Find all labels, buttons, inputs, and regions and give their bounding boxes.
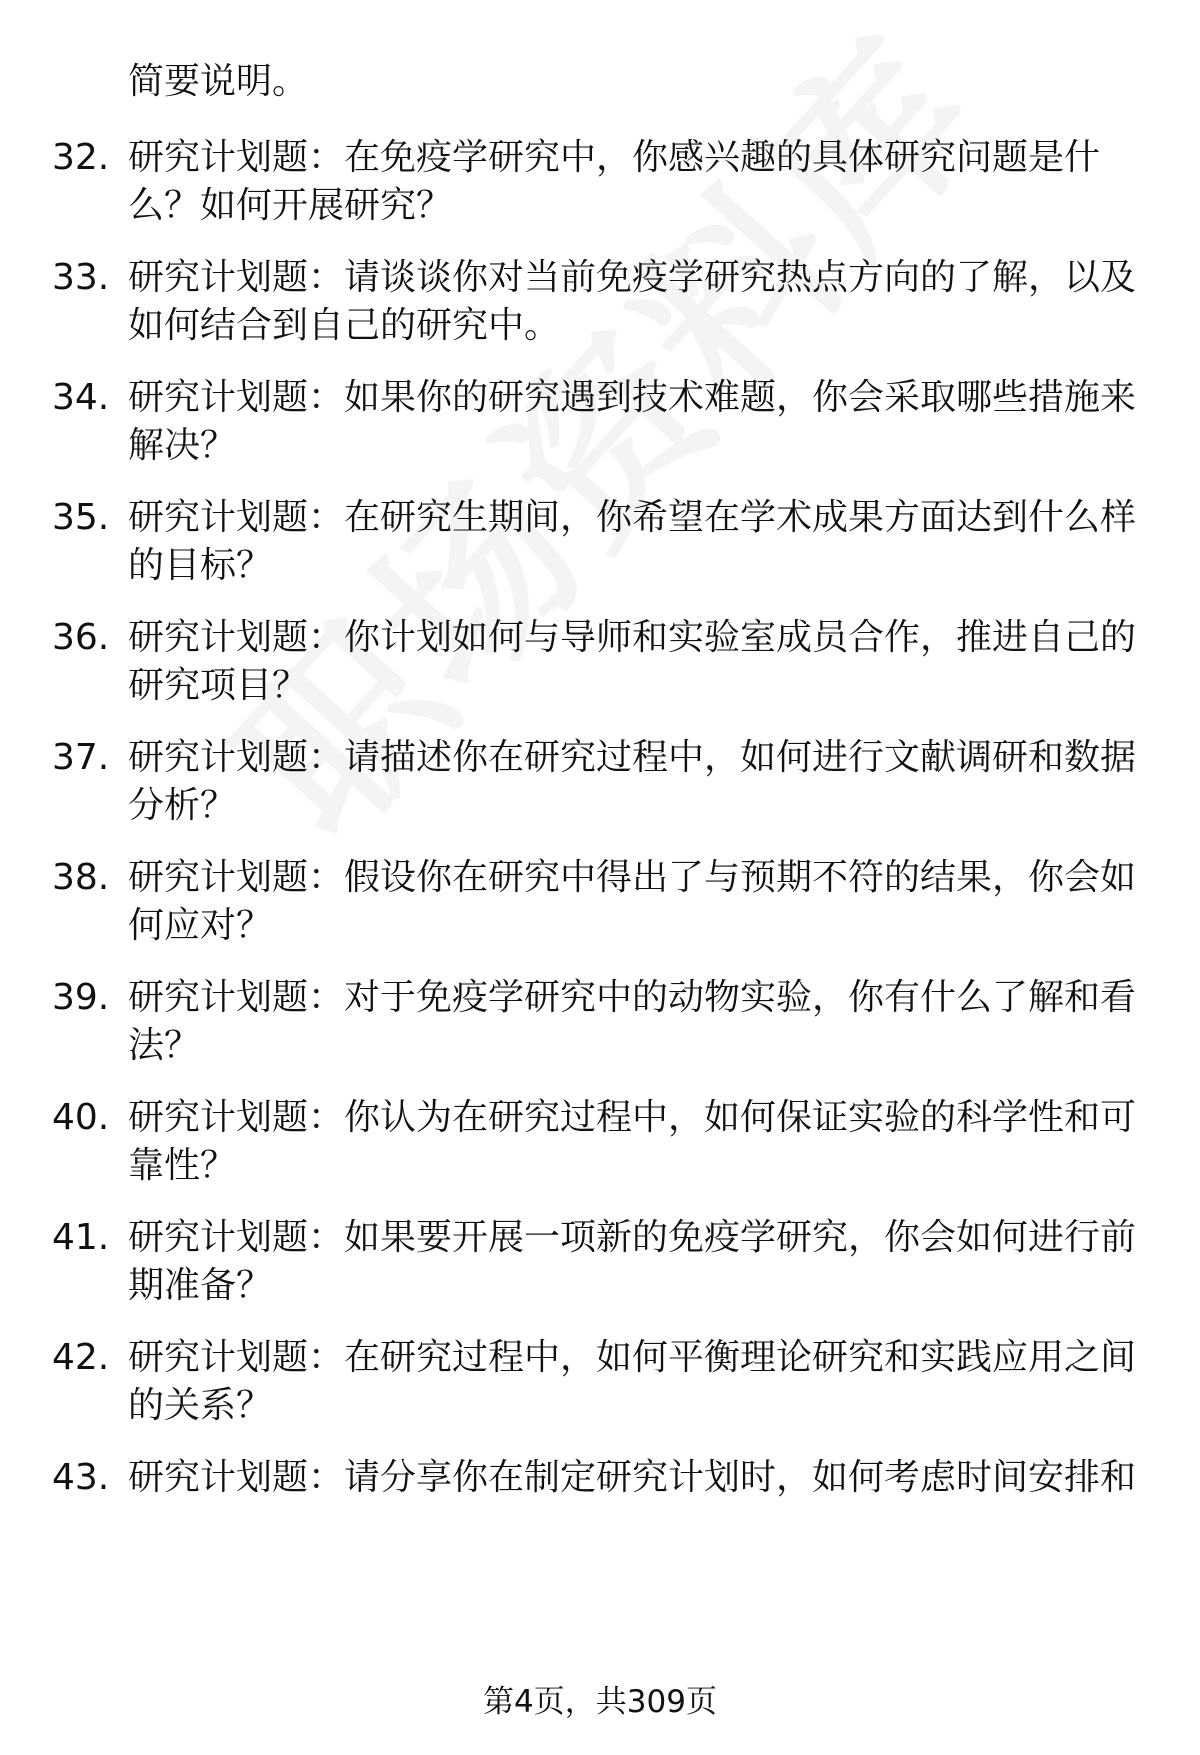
question-number: 34. <box>52 377 110 418</box>
question-number: 33. <box>52 257 110 298</box>
question-text: 研究计划题：在研究生期间，你希望在学术成果方面达到什么样的目标？ <box>128 497 1137 586</box>
question-text: 研究计划题：假设你在研究中得出了与预期不符的结果，你会如何应对？ <box>128 857 1137 946</box>
question-text: 研究计划题：请分享你在制定研究计划时，如何考虑时间安排和 <box>128 1457 1137 1498</box>
question-number: 41. <box>52 1217 110 1258</box>
question-number: 38. <box>52 857 110 898</box>
question-text: 研究计划题：在研究过程中，如何平衡理论研究和实践应用之间的关系？ <box>128 1337 1137 1426</box>
question-text: 研究计划题：如果你的研究遇到技术难题，你会采取哪些措施来解决？ <box>128 377 1137 466</box>
question-text: 研究计划题：你认为在研究过程中，如何保证实验的科学性和可靠性？ <box>128 1097 1137 1186</box>
question-number: 37. <box>52 737 110 778</box>
question-number: 35. <box>52 497 110 538</box>
question-text: 研究计划题：如果要开展一项新的免疫学研究，你会如何进行前期准备？ <box>128 1217 1137 1306</box>
question-number: 43. <box>52 1457 110 1498</box>
question-text: 研究计划题：请谈谈你对当前免疫学研究热点方向的了解，以及如何结合到自己的研究中。 <box>128 257 1137 346</box>
question-number: 36. <box>52 617 110 658</box>
question-number: 40. <box>52 1097 110 1138</box>
continuation-text: 简要说明。 <box>128 61 309 102</box>
page-footer: 第4页，共309页 <box>483 1684 717 1720</box>
question-number: 39. <box>52 977 110 1018</box>
question-text: 研究计划题：在免疫学研究中，你感兴趣的具体研究问题是什么？如何开展研究？ <box>128 137 1101 226</box>
question-number: 32. <box>52 137 110 178</box>
question-text: 研究计划题：你计划如何与导师和实验室成员合作，推进自己的研究项目？ <box>128 617 1137 706</box>
question-text: 研究计划题：请描述你在研究过程中，如何进行文献调研和数据分析？ <box>128 737 1137 826</box>
question-text: 研究计划题：对于免疫学研究中的动物实验，你有什么了解和看法？ <box>128 977 1137 1066</box>
question-number: 42. <box>52 1337 110 1378</box>
